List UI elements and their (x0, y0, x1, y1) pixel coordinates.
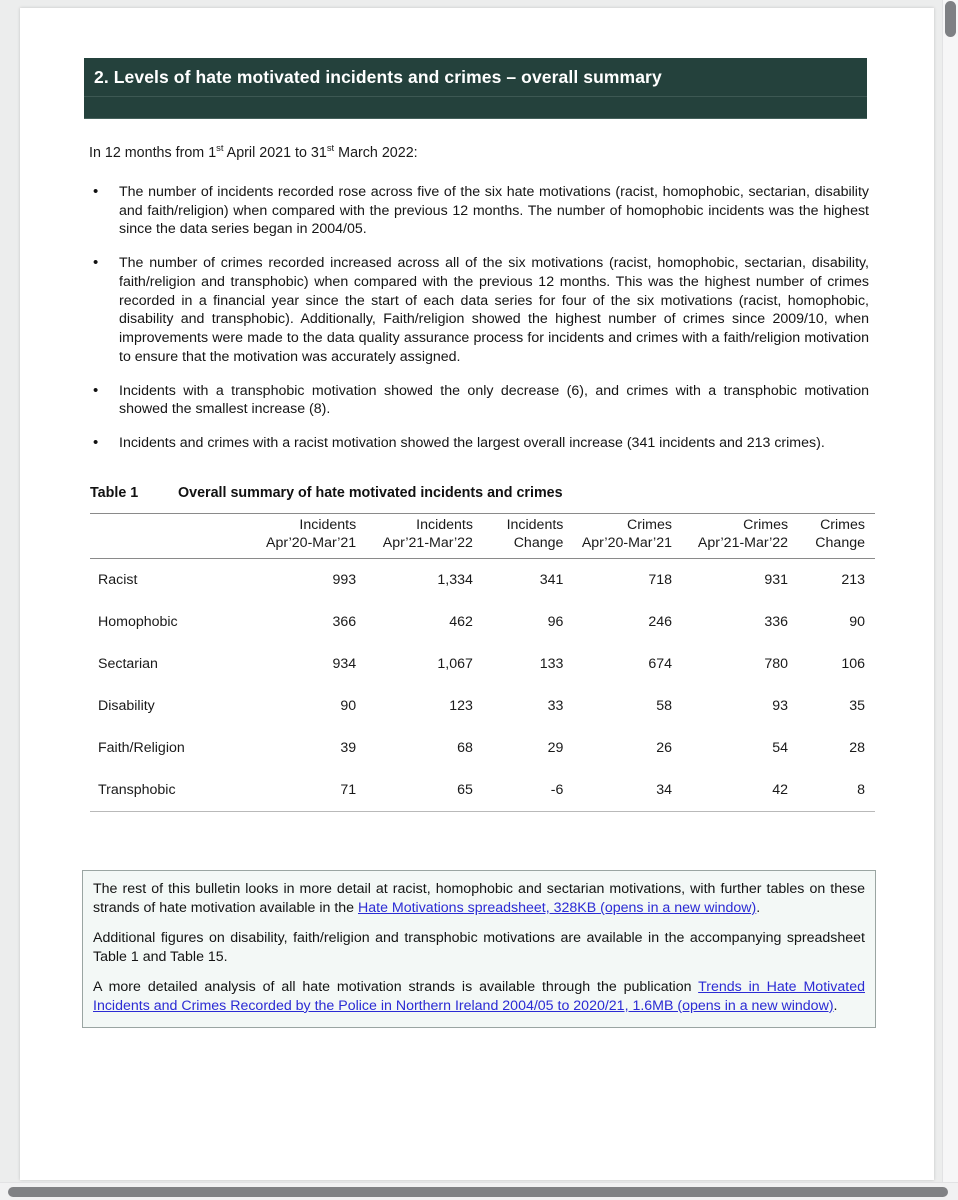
cell-incidents-2022: 65 (366, 769, 483, 812)
table-header-corner (90, 513, 261, 559)
header-line-2: Apr’21-Mar’22 (697, 534, 789, 551)
table-caption (90, 485, 880, 501)
intro-superscript-1: st (216, 141, 224, 153)
cell-crimes-change: 28 (849, 740, 865, 757)
header-line-2: Apr’20-Mar’21 (266, 534, 357, 551)
cell-incidents-change: 133 (539, 656, 564, 673)
info-callout-box (82, 870, 876, 1027)
cell-crimes-2022: 93 (772, 698, 789, 715)
callout-p1-text-before: The rest of this bulletin looks in more detail at racist, homophobic and sectarian motivations, with further tables on these strands of hate motivation available in the (93, 881, 865, 917)
callout-p3-text-before: A more detailed analysis of all hate motivation strands is available through the publication (93, 978, 699, 995)
cell-crimes-2021: 34 (573, 769, 682, 812)
header-line-2: Change (815, 534, 865, 551)
cell-crimes-2022: 54 (772, 740, 789, 757)
row-label: Disability (98, 698, 155, 715)
cell-crimes-2021: 718 (648, 572, 672, 589)
callout-paragraph-2: Additional figures on disability, faith/religion and transphobic motivations are available in the accompanying spreadsheet Table 1 and Table 15. (93, 930, 865, 965)
cell-incidents-change: 96 (547, 614, 564, 631)
summary-bullet-list (84, 183, 880, 453)
table-caption-title: Overall summary of hate motivated incidents and crimes (178, 484, 563, 501)
callout-p3-text-after: . (833, 997, 838, 1014)
header-line-1: Incidents (299, 516, 357, 533)
page-content (84, 58, 880, 1028)
table-header-crimes-2022 (682, 513, 798, 559)
header-line-1: Incidents (506, 516, 564, 533)
document-page (20, 8, 934, 1180)
vertical-scrollbar[interactable] (942, 0, 958, 1186)
table-row (90, 769, 875, 812)
cell-incidents-change: 341 (539, 572, 564, 589)
row-label: Transphobic (90, 769, 261, 812)
table-header-crimes-change (798, 513, 875, 559)
cell-incidents-2022: 1,334 (437, 572, 473, 589)
list-item: • The number of incidents recorded rose across five of the six hate motivations (racist, homophobic, sectarian, disability and faith/religion) when compared with the previous 12 months. The number of homophobic incidents was the highest since the data series began in 2004/05. (84, 183, 869, 239)
summary-table (90, 513, 875, 813)
cell-crimes-2022: 931 (764, 572, 789, 589)
cell-incidents-2021: 993 (332, 572, 357, 589)
cell-crimes-2022: 42 (682, 769, 798, 812)
header-line-2: Apr’20-Mar’21 (581, 534, 672, 551)
section-banner (84, 58, 867, 119)
table-row (90, 643, 875, 685)
table-row (90, 727, 875, 769)
header-line-2: Apr’21-Mar’22 (382, 534, 473, 551)
cell-crimes-change: 8 (798, 769, 875, 812)
cell-crimes-2021: 674 (648, 656, 672, 673)
cell-incidents-change: 33 (547, 698, 564, 715)
cell-incidents-change: -6 (483, 769, 573, 812)
header-line-1: Crimes (627, 516, 672, 533)
intro-prefix: In 12 months from 1 (89, 144, 217, 161)
table-row (90, 601, 875, 643)
cell-incidents-change: 29 (547, 740, 564, 757)
cell-incidents-2021: 934 (332, 656, 357, 673)
header-line-1: Crimes (820, 516, 865, 533)
cell-incidents-2022: 123 (449, 698, 473, 715)
cell-crimes-2021: 26 (656, 740, 672, 757)
intro-line (89, 141, 880, 163)
cell-crimes-2022: 336 (764, 614, 789, 631)
cell-crimes-change: 90 (849, 614, 865, 631)
table-caption-number: Table 1 (90, 484, 139, 501)
cell-incidents-2021: 71 (261, 769, 366, 812)
cell-incidents-2022: 68 (457, 740, 473, 757)
table-row (90, 559, 875, 602)
list-item: • The number of crimes recorded increased across all of the six motivations (racist, homophobic, sectarian, disability, faith/religion and transphobic) when compared with the previous 12 months. This was the highest number of crimes recorded in a financial year since the start of each data series for four of the six motivations (racist, homophobic, disability and transphobic). Additionally, Faith/religion showed the highest number of crimes since 2009/10, when improvements were made to the data quality assurance process for incidents and crimes with a faith/religion motivation to ensure that the motivation was accurately assigned. (84, 254, 869, 366)
table-header-incidents-2022 (366, 513, 483, 559)
row-label: Racist (98, 572, 138, 589)
cell-incidents-2021: 366 (332, 614, 357, 631)
horizontal-scrollbar-thumb[interactable] (8, 1187, 948, 1197)
page-title: 2. Levels of hate motivated incidents and crimes – overall summary (84, 58, 867, 97)
trends-publication-link[interactable]: Trends in Hate Motivated Incidents and Crimes Recorded by the Police in Northern Ireland 2004/05 to 2020/21, 1.6MB (opens in a new window) (93, 978, 865, 1014)
cell-crimes-change: 106 (841, 656, 865, 673)
row-label: Sectarian (98, 656, 158, 673)
list-item: • Incidents with a transphobic motivation showed the only decrease (6), and crimes with a transphobic motivation showed the smallest increase (8). (84, 382, 869, 419)
vertical-scrollbar-thumb[interactable] (945, 1, 956, 37)
list-item: • Incidents and crimes with a racist motivation showed the largest overall increase (341 incidents and 213 crimes). (84, 434, 869, 453)
banner-lower-strip (84, 97, 867, 118)
intro-superscript-2: st (326, 141, 335, 153)
header-line-2: Change (513, 534, 564, 551)
header-line-1: Incidents (416, 516, 473, 533)
hate-motivations-spreadsheet-link[interactable]: Hate Motivations spreadsheet, 328KB (opens in a new window) (358, 900, 757, 917)
intro-middle: April 2021 to 31 (223, 144, 327, 161)
callout-paragraph-3 (93, 978, 865, 1016)
intro-suffix: March 2022: (334, 144, 418, 161)
table-header (90, 513, 875, 559)
cell-incidents-2022: 462 (449, 614, 473, 631)
cell-incidents-2022: 1,067 (437, 656, 473, 673)
cell-crimes-2022: 780 (764, 656, 789, 673)
table-header-crimes-2021 (573, 513, 682, 559)
cell-crimes-2021: 246 (648, 614, 672, 631)
cell-crimes-2021: 58 (656, 698, 672, 715)
table-row (90, 685, 875, 727)
row-label: Homophobic (98, 614, 178, 631)
header-line-1: Crimes (743, 516, 789, 533)
table-header-incidents-2021 (261, 513, 366, 559)
table-header-incidents-change (483, 513, 573, 559)
cell-crimes-change: 35 (849, 698, 865, 715)
cell-crimes-change: 213 (841, 572, 865, 589)
row-label: Faith/Religion (98, 740, 185, 757)
callout-paragraph-1 (93, 880, 865, 918)
callout-p1-text-after: . (756, 900, 761, 917)
horizontal-scrollbar[interactable] (0, 1182, 958, 1200)
table-body (90, 559, 875, 812)
cell-incidents-2021: 90 (340, 698, 357, 715)
cell-incidents-2021: 39 (340, 740, 357, 757)
table-header-row (90, 513, 875, 559)
